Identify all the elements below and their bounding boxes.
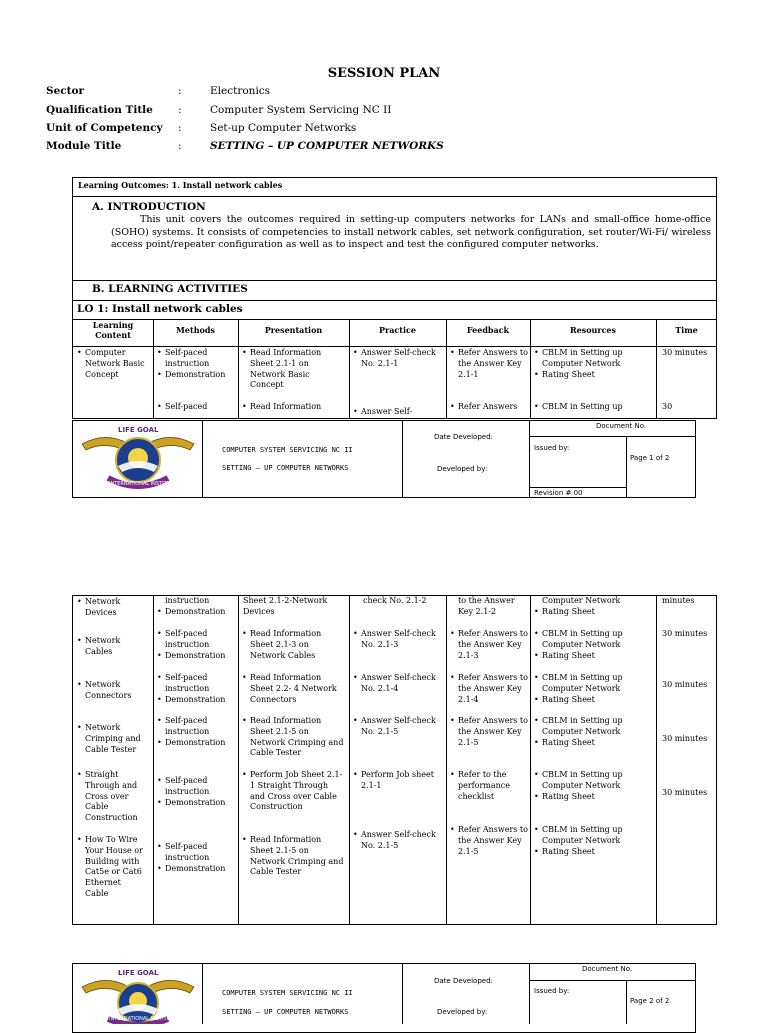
footer-module: SETTING – UP COMPUTER NETWORKS xyxy=(222,464,349,472)
method-cell: • Self-paced instruction xyxy=(156,348,238,370)
learning-content-cell: • Network Devices xyxy=(76,597,150,619)
method-cell: • Demonstration xyxy=(156,607,238,618)
practice-cell: • Perform Job sheet 2.1-1 xyxy=(352,770,444,792)
footer-page-number: Page 2 of 2 xyxy=(630,997,670,1005)
feedback-cell: • Refer Answers to the Answer Key 2.1-5 xyxy=(449,825,528,857)
resource-cell: • Rating Sheet xyxy=(533,847,653,858)
method-cell: • Self-paced instruction xyxy=(156,629,238,651)
learning-activities-heading: B. LEARNING ACTIVITIES xyxy=(92,283,248,295)
practice-cell: • Answer Self-check No. 2.1-3 xyxy=(352,629,444,651)
resource-cell: • CBLM in Setting up Computer Network xyxy=(533,825,653,847)
resource-cell: • CBLM in Setting up Computer Network xyxy=(533,770,653,792)
practice-cell: check No. 2.1-2 xyxy=(363,596,427,605)
footer-developed-by: Developed by: xyxy=(437,1008,488,1016)
learning-content-cell: • Network Connectors xyxy=(76,680,142,702)
presentation-cell: Sheet 2.1-2-Network Devices xyxy=(243,596,328,616)
practice-cell: • Answer Self- xyxy=(352,407,444,418)
column-header-methods: Methods xyxy=(176,325,215,335)
method-cell: • Demonstration xyxy=(156,738,238,749)
feedback-cell: to the Answer Key 2.1-2 xyxy=(458,596,515,616)
logo-subtext: INTERNATIONAL INSTITUTE xyxy=(109,1016,177,1022)
resource-cell: • CBLM in Setting up Computer Network xyxy=(533,629,653,651)
table-row xyxy=(0,770,768,826)
time-cell: 30 minutes xyxy=(662,629,708,638)
table-row xyxy=(0,716,768,762)
resource-cell: • Rating Sheet xyxy=(533,607,653,618)
column-header-practice: Practice xyxy=(379,325,416,335)
table-row xyxy=(0,629,768,669)
footer-qualification: COMPUTER SYSTEM SERVICING NC II xyxy=(222,989,353,997)
meta-row-qualification: Qualification Title : Computer System Servicing NC II xyxy=(46,104,392,116)
logo-subtext: INTERNATIONAL INSTITUTE xyxy=(109,481,177,487)
feedback-cell: • Refer Answers to the Answer Key 2.1-3 xyxy=(449,629,528,661)
resource-cell: • Rating Sheet xyxy=(533,370,653,381)
footer-document-no: Document No. xyxy=(582,965,633,973)
column-header-time: Time xyxy=(675,325,698,335)
logo-text: LIFE GOAL xyxy=(118,426,159,434)
presentation-cell: • Read Information Sheet 2.1-5 on Network Crimping and Cable Tester xyxy=(241,835,345,878)
logo-text: LIFE GOAL xyxy=(118,969,159,977)
table-row xyxy=(0,673,768,713)
resource-cell: • CBLM in Setting up Computer Network xyxy=(533,348,653,370)
footer-page-number: Page 1 of 2 xyxy=(630,454,670,462)
presentation-cell: • Read Information Sheet 2.1-3 on Network Cables xyxy=(241,629,345,661)
presentation-cell: • Read Information Sheet 2.1-1 on Network Basic Concept xyxy=(241,348,345,391)
footer-issued-by: Issued by: xyxy=(534,444,570,452)
resource-cell: Computer Network xyxy=(542,596,621,605)
introduction-text: This unit covers the outcomes required in setting-up computers networks for LANs and small-office home-office (SOHO) systems. It consists of competencies to install network cables, set network configuration, set router/Wi-Fi/ wireless access point/repeater configuration as well as to inspect and test the configured computer networks. xyxy=(111,214,711,250)
time-cell: 30 minutes xyxy=(662,788,708,797)
resource-cell: • Rating Sheet xyxy=(533,738,653,749)
method-cell: • Self-paced xyxy=(156,402,238,413)
feedback-cell: • Refer Answers xyxy=(449,402,528,413)
learning-outcomes-label: Learning Outcomes: 1. Install network cables xyxy=(78,180,283,190)
time-cell: 30 minutes xyxy=(662,348,708,357)
method-cell: • Demonstration xyxy=(156,864,238,875)
footer-date-developed: Date Developed: xyxy=(434,977,493,985)
presentation-cell: • Read Information Sheet 2.2- 4 Network Connectors xyxy=(241,673,345,705)
method-cell: • Demonstration xyxy=(156,695,238,706)
table-row xyxy=(0,825,768,915)
feedback-cell: • Refer Answers to the Answer Key 2.1-5 xyxy=(449,716,528,748)
presentation-cell: • Perform Job Sheet 2.1-1 Straight Through and Cross over Cable Construction xyxy=(241,770,345,813)
table-row xyxy=(0,596,768,622)
learning-content-cell: • How To Wire Your House or Building with Cat5e or Cat6 Ethernet Cable xyxy=(76,835,146,900)
meta-row-module: Module Title : SETTING – UP COMPUTER NETWORKS xyxy=(46,140,444,152)
column-header-learning-content: Learning Content xyxy=(92,320,134,340)
time-cell: 30 minutes xyxy=(662,734,708,743)
column-header-resources: Resources xyxy=(569,325,617,335)
method-cell: • Self-paced instruction xyxy=(156,716,238,738)
practice-cell: • Answer Self-check No. 2.1-1 xyxy=(352,348,444,370)
method-cell: instruction xyxy=(165,596,210,605)
page-title: SESSION PLAN xyxy=(327,66,441,81)
meta-row-unit: Unit of Competency : Set-up Computer Networks xyxy=(46,122,357,134)
feedback-cell: • Refer Answers to the Answer Key 2.1-1 xyxy=(449,348,528,380)
presentation-cell: • Read Information Sheet 2.1-5 on Network Crimping and Cable Tester xyxy=(241,716,345,759)
table-row xyxy=(0,348,768,398)
method-cell: • Demonstration xyxy=(156,651,238,662)
presentation-cell: • Read Information xyxy=(241,402,345,413)
time-cell: minutes xyxy=(662,596,695,605)
resource-cell: • CBLM in Setting up Computer Network xyxy=(533,673,653,695)
column-header-feedback: Feedback xyxy=(466,325,510,335)
learning-content-cell: • Network Cables xyxy=(76,636,138,658)
practice-cell: • Answer Self-check No. 2.1-5 xyxy=(352,830,444,852)
footer-date-developed: Date Developed: xyxy=(434,433,493,441)
footer-revision: Revision # 00 xyxy=(534,489,583,497)
column-header-presentation: Presentation xyxy=(264,325,323,335)
time-cell: 30 xyxy=(662,402,673,411)
method-cell: • Demonstration xyxy=(156,798,238,809)
resource-cell: • CBLM in Setting up xyxy=(533,402,653,413)
table-row xyxy=(0,402,768,416)
resource-cell: • CBLM in Setting up Computer Network xyxy=(533,716,653,738)
method-cell: • Self-paced instruction xyxy=(156,842,238,864)
time-cell: 30 minutes xyxy=(662,680,708,689)
footer-document-no: Document No. xyxy=(596,422,647,430)
resource-cell: • Rating Sheet xyxy=(533,651,653,662)
meta-row-sector: Sector : Electronics xyxy=(46,85,271,97)
method-cell: • Self-paced instruction xyxy=(156,673,238,695)
footer-issued-by: Issued by: xyxy=(534,987,570,995)
learning-content-cell: • Network Crimping and Cable Tester xyxy=(76,723,150,755)
feedback-cell: • Refer to the performance checklist xyxy=(449,770,528,802)
method-cell: • Demonstration xyxy=(156,370,238,381)
practice-cell: • Answer Self-check No. 2.1-5 xyxy=(352,716,444,738)
feedback-cell: • Refer Answers to the Answer Key 2.1-4 xyxy=(449,673,528,705)
resource-cell: • Rating Sheet xyxy=(533,695,653,706)
footer-qualification: COMPUTER SYSTEM SERVICING NC II xyxy=(222,446,353,454)
footer-module: SETTING – UP COMPUTER NETWORKS xyxy=(222,1008,349,1016)
lo-heading: LO 1: Install network cables xyxy=(77,303,243,315)
method-cell: • Self-paced instruction xyxy=(156,776,238,798)
resource-cell: • Rating Sheet xyxy=(533,792,653,803)
practice-cell: • Answer Self-check No. 2.1-4 xyxy=(352,673,444,695)
footer-developed-by: Developed by: xyxy=(437,465,488,473)
learning-content-cell: • Computer Network Basic Concept xyxy=(76,348,150,380)
learning-content-cell: • Straight Through and Cross over Cable Construction xyxy=(76,770,144,824)
introduction-heading: A. INTRODUCTION xyxy=(92,201,206,213)
